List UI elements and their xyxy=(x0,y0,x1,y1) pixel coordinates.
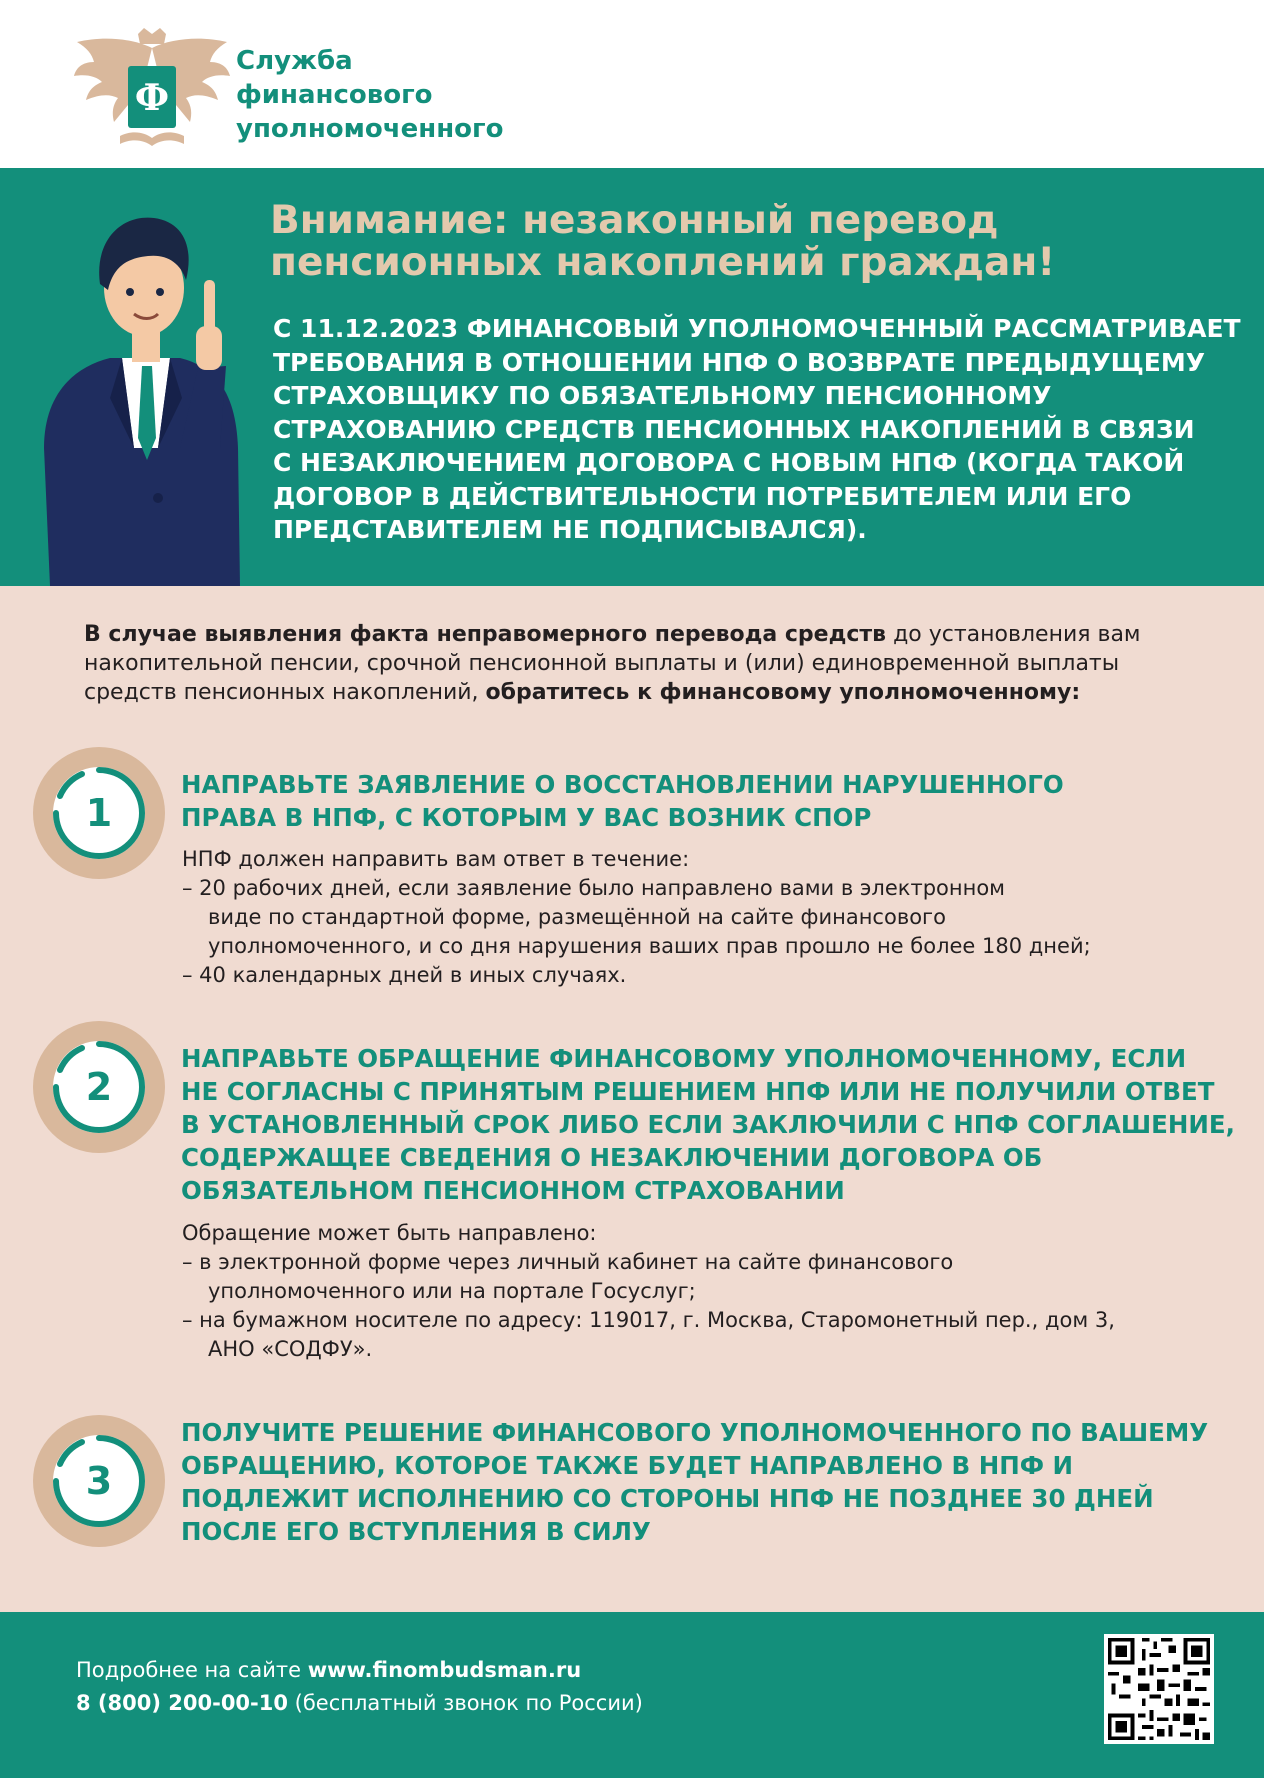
step-number: 3 xyxy=(85,1459,113,1503)
intro-bold-text: В случае выявления факта неправомерного перевода средств xyxy=(84,622,887,647)
organization-name-line: Служба xyxy=(236,46,353,76)
hero-announcement xyxy=(273,312,1241,547)
step-body-line: уполномоченного, и со дня нарушения ваших прав прошло не более 180 дней; xyxy=(208,934,1091,958)
intro-bold-text: обратитесь к финансовому уполномоченному: xyxy=(485,680,1081,705)
step-title-line: В УСТАНОВЛЕННЫЙ СРОК ЛИБО ЕСЛИ ЗАКЛЮЧИЛИ С НПФ СОГЛАШЕНИЕ, xyxy=(181,1110,1235,1139)
step-title-line: НАПРАВЬТЕ ЗАЯВЛЕНИЕ О ВОССТАНОВЛЕНИИ НАРУШЕННОГО xyxy=(181,770,1064,799)
organization-name-line: уполномоченного xyxy=(236,114,504,144)
step-title-line: НАПРАВЬТЕ ОБРАЩЕНИЕ ФИНАНСОВОМУ УПОЛНОМОЧЕННОМУ, ЕСЛИ xyxy=(181,1044,1187,1073)
website-line xyxy=(76,1654,643,1687)
step-title-line: СОДЕРЖАЩЕЕ СВЕДЕНИЯ О НЕЗАКЛЮЧЕНИИ ДОГОВОРА ОБ xyxy=(181,1143,1043,1172)
phone-note: (бесплатный звонок по России) xyxy=(287,1691,643,1715)
intro-text: средств пенсионных накоплений, xyxy=(84,680,486,705)
phone-line xyxy=(76,1687,643,1720)
hero-title-line: пенсионных накоплений граждан! xyxy=(270,240,1056,285)
step-title-line: ПОЛУЧИТЕ РЕШЕНИЕ ФИНАНСОВОГО УПОЛНОМОЧЕННОГО ПО ВАШЕМУ xyxy=(181,1418,1209,1447)
main-content xyxy=(0,586,1264,1612)
step-number-circle-icon xyxy=(32,1020,166,1154)
step-body-line: виде по стандартной форме, размещённой на сайте финансового xyxy=(208,905,946,929)
svg-text:Ф: Ф xyxy=(134,77,170,119)
step-title xyxy=(181,1416,1251,1548)
phone-number[interactable]: 8 (800) 200-00-10 xyxy=(76,1691,288,1715)
step-title-line: НЕ СОГЛАСНЫ С ПРИНЯТЫМ РЕШЕНИЕМ НПФ ИЛИ НЕ ПОЛУЧИЛИ ОТВЕТ xyxy=(181,1077,1215,1106)
page-header xyxy=(0,0,1264,168)
intro-paragraph xyxy=(84,620,1204,707)
step-body-line: Обращение может быть направлено: xyxy=(182,1221,597,1245)
hero-text-line: С 11.12.2023 ФИНАНСОВЫЙ УПОЛНОМОЧЕННЫЙ РАССМАТРИВАЕТ xyxy=(273,314,1241,343)
website-link[interactable]: www.finombudsman.ru xyxy=(307,1658,582,1682)
contact-info xyxy=(76,1654,643,1720)
intro-text: до установления вам xyxy=(886,622,1141,647)
page-footer xyxy=(0,1612,1264,1778)
step-number-circle-icon xyxy=(32,746,166,880)
step-title-line: ПОДЛЕЖИТ ИСПОЛНЕНИЮ СО СТОРОНЫ НПФ НЕ ПОЗДНЕЕ 30 ДНЕЙ xyxy=(181,1484,1154,1513)
step-body-line: – на бумажном носителе по адресу: 119017, г. Москва, Старомонетный пер., дом 3, xyxy=(182,1308,1115,1332)
intro-line xyxy=(84,620,1204,649)
step-title-line: ПОСЛЕ ЕГО ВСТУПЛЕНИЯ В СИЛУ xyxy=(181,1517,651,1546)
step-body-line: НПФ должен направить вам ответ в течение: xyxy=(182,847,690,871)
step-number-circle-icon xyxy=(32,1414,166,1548)
step-title-line: ОБЯЗАТЕЛЬНОМ ПЕНСИОННОМ СТРАХОВАНИИ xyxy=(181,1176,845,1205)
step-body-line: – 40 календарных дней в иных случаях. xyxy=(182,963,627,987)
hero-text-line: ТРЕБОВАНИЯ В ОТНОШЕНИИ НПФ О ВОЗВРАТЕ ПРЕДЫДУЩЕМУ xyxy=(273,347,1205,377)
intro-line: накопительной пенсии, срочной пенсионной выплаты и (или) единовременной выплаты xyxy=(84,651,1120,676)
intro-line xyxy=(84,678,1204,707)
coat-of-arms-logo-icon xyxy=(72,28,232,150)
step-body-line: уполномоченного или на портале Госуслуг; xyxy=(208,1279,696,1303)
step-number: 2 xyxy=(85,1065,113,1109)
step-description xyxy=(182,845,1242,990)
hero-title xyxy=(270,200,1220,284)
hero-banner xyxy=(0,168,1264,586)
step-description xyxy=(182,1219,1242,1364)
hero-text-line: СТРАХОВАНИЮ СРЕДСТВ ПЕНСИОННЫХ НАКОПЛЕНИЙ В СВЯЗИ xyxy=(273,414,1195,444)
step-title xyxy=(181,1042,1251,1207)
step-title-line: ОБРАЩЕНИЮ, КОТОРОЕ ТАКЖЕ БУДЕТ НАПРАВЛЕНО В НПФ И xyxy=(181,1451,1074,1480)
step-title xyxy=(181,768,1251,834)
hero-text-line: СТРАХОВЩИКУ ПО ОБЯЗАТЕЛЬНОМУ ПЕНСИОННОМУ xyxy=(273,381,1052,410)
hero-text-line: ПРЕДСТАВИТЕЛЕМ НЕ ПОДПИСЫВАЛСЯ). xyxy=(273,515,867,544)
qr-code-icon[interactable] xyxy=(1104,1634,1214,1744)
organization-name xyxy=(236,44,503,146)
step-number: 1 xyxy=(85,791,113,835)
website-prefix: Подробнее на сайте xyxy=(76,1658,308,1682)
hero-title-line: Внимание: незаконный перевод xyxy=(270,198,999,243)
step-body-line: – 20 рабочих дней, если заявление было направлено вами в электронном xyxy=(182,876,1006,900)
step-title-line: ПРАВА В НПФ, С КОТОРЫМ У ВАС ВОЗНИК СПОР xyxy=(181,803,872,832)
businessman-pointing-icon xyxy=(30,198,260,586)
organization-name-line: финансового xyxy=(236,80,433,110)
hero-text-line: ДОГОВОР В ДЕЙСТВИТЕЛЬНОСТИ ПОТРЕБИТЕЛЕМ ИЛИ ЕГО xyxy=(273,481,1132,511)
step-body-line: АНО «СОДФУ». xyxy=(208,1337,373,1361)
hero-text-line: С НЕЗАКЛЮЧЕНИЕМ ДОГОВОРА С НОВЫМ НПФ (КОГДА ТАКОЙ xyxy=(273,448,1185,477)
step-body-line: – в электронной форме через личный кабинет на сайте финансового xyxy=(182,1250,954,1274)
